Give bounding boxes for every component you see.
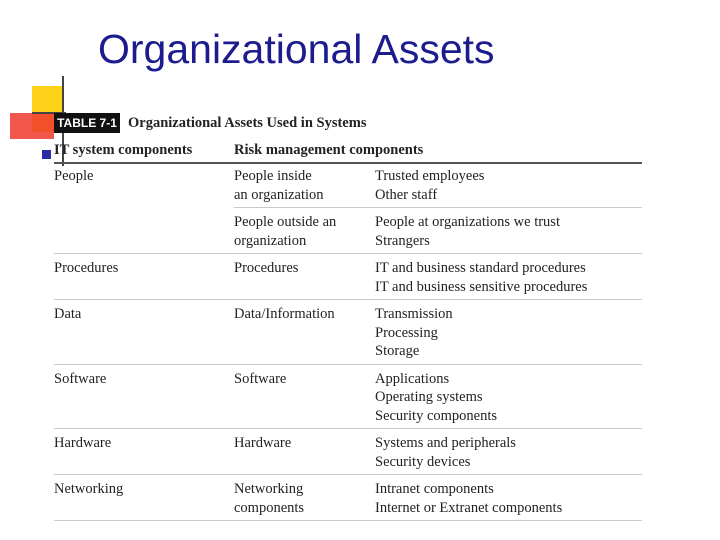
- header-it-components: IT system components: [54, 142, 193, 158]
- detail-line: Systems and peripherals: [375, 435, 516, 451]
- bullet-square-icon: [42, 150, 51, 159]
- detail-line: Internet or Extranet components: [375, 499, 563, 516]
- cell-detail: [375, 162, 642, 208]
- risk-line: Procedures: [234, 260, 299, 276]
- risk-line: organization: [234, 232, 307, 249]
- detail-line: Intranet components: [375, 481, 494, 497]
- detail-line: Transmission: [375, 306, 453, 322]
- header-risk-components: Risk management components: [234, 142, 424, 158]
- cell-risk: [234, 162, 375, 208]
- detail-line: Applications: [375, 370, 450, 387]
- cell-risk: [234, 429, 375, 475]
- risk-line: People outside an: [234, 214, 337, 230]
- slide-title: Organizational Assets: [98, 26, 495, 72]
- table-row: [54, 364, 642, 429]
- risk-line: Networking: [234, 481, 304, 497]
- cell-detail: [375, 208, 642, 254]
- assets-table: [54, 140, 642, 521]
- risk-line: People inside: [234, 168, 312, 184]
- risk-line: Software: [234, 370, 287, 387]
- cell-component: Software: [54, 364, 234, 429]
- table-number-tag: TABLE 7-1: [54, 113, 120, 133]
- table-row: [54, 300, 642, 365]
- cell-risk: [234, 208, 375, 254]
- detail-line: Security devices: [375, 453, 471, 470]
- cell-detail: [375, 300, 642, 365]
- detail-line: Storage: [375, 343, 420, 359]
- header-rule: [54, 162, 642, 164]
- detail-line: Security components: [375, 407, 498, 424]
- cell-detail: [375, 429, 642, 475]
- cell-component: People: [54, 162, 234, 254]
- table-header-row: [54, 140, 642, 162]
- cell-component: Hardware: [54, 429, 234, 475]
- cell-detail: [375, 364, 642, 429]
- table-row: [54, 429, 642, 475]
- cell-component: Networking: [54, 475, 234, 521]
- risk-line: Data/Information: [234, 306, 335, 322]
- risk-line: Hardware: [234, 435, 292, 451]
- detail-line: IT and business standard procedures: [375, 260, 586, 276]
- detail-line: Other staff: [375, 186, 438, 203]
- cell-component: Data: [54, 300, 234, 365]
- table-caption: Organizational Assets Used in Systems: [128, 115, 367, 131]
- cell-detail: [375, 254, 642, 300]
- cell-component: Procedures: [54, 254, 234, 300]
- decor-red-bar: [10, 113, 54, 139]
- risk-line: components: [234, 499, 305, 516]
- detail-line: Operating systems: [375, 389, 483, 405]
- risk-line: an organization: [234, 186, 324, 203]
- detail-line: Strangers: [375, 232, 430, 249]
- table-row: [54, 254, 642, 300]
- detail-line: Processing: [375, 324, 438, 341]
- detail-line: IT and business sensitive procedures: [375, 278, 588, 295]
- detail-line: Trusted employees: [375, 168, 485, 184]
- table-row: [54, 475, 642, 521]
- table-row: [54, 162, 642, 208]
- cell-detail: [375, 475, 642, 521]
- cell-risk: [234, 300, 375, 365]
- cell-risk: [234, 254, 375, 300]
- cell-risk: [234, 364, 375, 429]
- cell-risk: [234, 475, 375, 521]
- detail-line: People at organizations we trust: [375, 214, 560, 230]
